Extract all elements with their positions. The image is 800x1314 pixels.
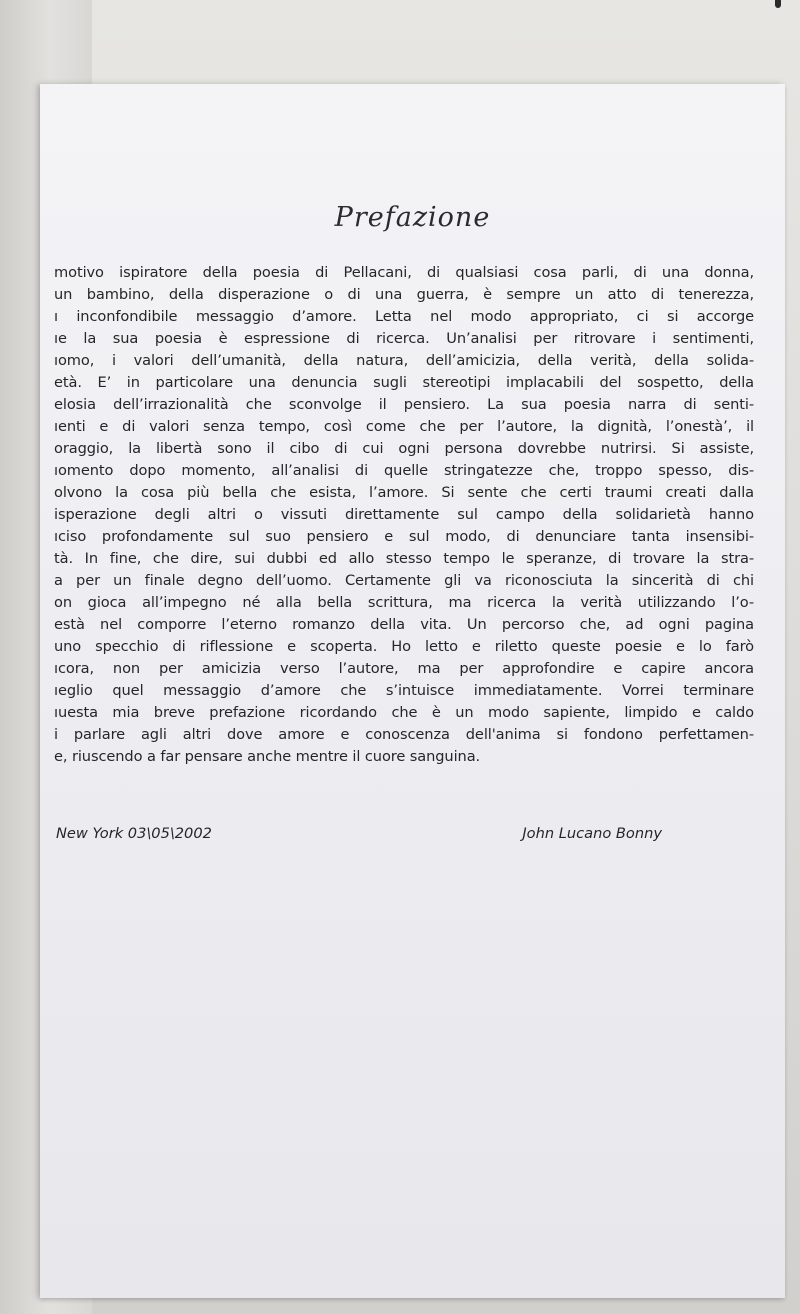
text-line: ıeglio quel messaggio d’amore che s’intuisce immediatamente. Vorrei terminare bbox=[54, 682, 754, 699]
text-line: i parlare agli altri dove amore e conoscenza dell'anima si fondono perfettamen- bbox=[54, 726, 754, 743]
text-line: tà. In fine, che dire, sui dubbi ed allo stesso tempo le speranze, di trovare la stra- bbox=[54, 550, 754, 567]
clip-mark bbox=[775, 0, 781, 8]
text-line: on gioca all’impegno né alla bella scrittura, ma ricerca la verità utilizzando l’o- bbox=[54, 594, 754, 611]
text-line: ıcora, non per amicizia verso l’autore, ma per approfondire e capire ancora bbox=[54, 660, 754, 677]
author-name: John Lucano Bonny bbox=[522, 825, 662, 842]
text-line: ı inconfondibile messaggio d’amore. Letta nel modo appropriato, ci si accorge bbox=[54, 308, 754, 325]
text-line: un bambino, della disperazione o di una guerra, è sempre un atto di tenerezza, bbox=[54, 286, 754, 303]
text-line: a per un finale degno dell’uomo. Certamente gli va riconosciuta la sincerità di chi bbox=[54, 572, 754, 589]
text-line: motivo ispiratore della poesia di Pellacani, di qualsiasi cosa parli, di una donna, bbox=[54, 264, 754, 281]
text-line: ıuesta mia breve prefazione ricordando che è un modo sapiente, limpido e caldo bbox=[54, 704, 754, 721]
place-date: New York 03\05\2002 bbox=[56, 825, 212, 842]
book-page bbox=[40, 84, 785, 1298]
text-line: ıe la sua poesia è espressione di ricerca. Un’analisi per ritrovare i sentimenti, bbox=[54, 330, 754, 347]
page-title: Prefazione bbox=[334, 202, 491, 233]
signature-row bbox=[56, 825, 662, 847]
text-line: està nel comporre l’eterno romanzo della vita. Un percorso che, ad ogni pagina bbox=[54, 616, 754, 633]
text-line: olvono la cosa più bella che esista, l’amore. Si sente che certi traumi creati dalla bbox=[54, 484, 754, 501]
text-line: e, riuscendo a far pensare anche mentre il cuore sanguina. bbox=[54, 748, 481, 765]
text-line: elosia dell’irrazionalità che sconvolge il pensiero. La sua poesia narra di senti- bbox=[54, 396, 754, 413]
text-line: ıciso profondamente sul suo pensiero e sul modo, di denunciare tanta insensibi- bbox=[54, 528, 754, 545]
text-line: uno specchio di riflessione e scoperta. Ho letto e riletto queste poesie e lo farò bbox=[54, 638, 754, 655]
preface-paragraph bbox=[54, 262, 754, 768]
text-line: ıomo, i valori dell’umanità, della natura, dell’amicizia, della verità, della solida- bbox=[54, 352, 754, 369]
text-line: ıomento dopo momento, all’analisi di quelle stringatezze che, troppo spesso, dis- bbox=[54, 462, 754, 479]
text-line: età. E’ in particolare una denuncia sugli stereotipi implacabili del sospetto, della bbox=[54, 374, 754, 391]
text-line: oraggio, la libertà sono il cibo di cui ogni persona dovrebbe nutrirsi. Si assiste, bbox=[54, 440, 754, 457]
text-line: ıenti e di valori senza tempo, così come che per l’autore, la dignità, l’onestà’, il bbox=[54, 418, 754, 435]
text-line: isperazione degli altri o vissuti direttamente sul campo della solidarietà hanno bbox=[54, 506, 754, 523]
